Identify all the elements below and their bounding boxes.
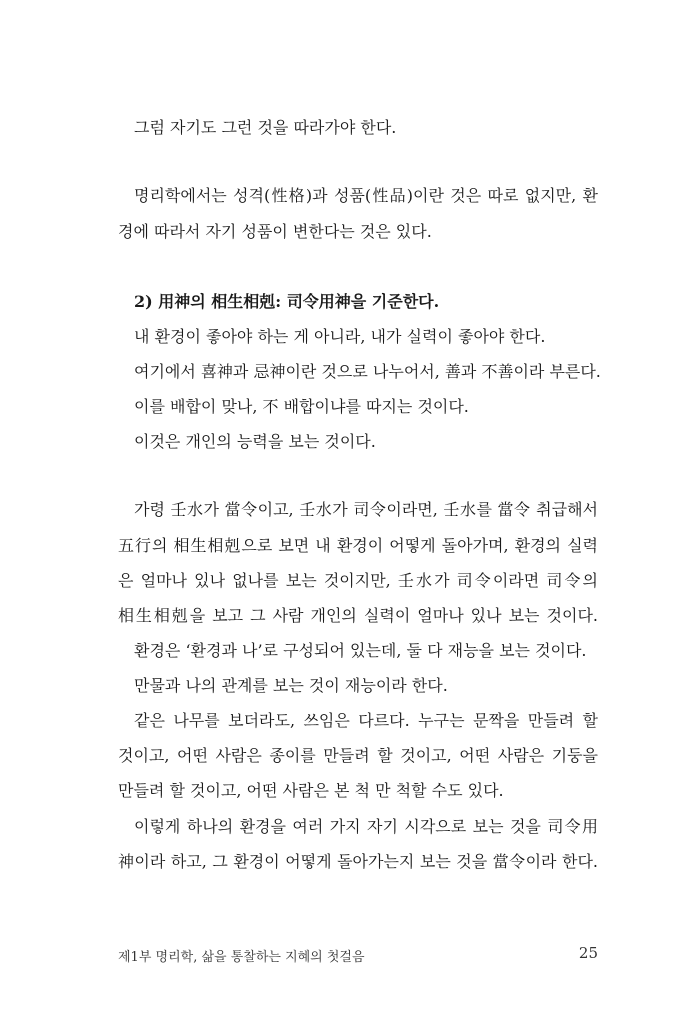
text-line: 여기에서 喜神과 忌神이란 것으로 나누어서, 善과 不善이라 부른다. — [134, 362, 601, 381]
text-line: 이것은 개인의 능력을 보는 것이다. — [134, 432, 376, 451]
text-line: 은 얼마나 있나 없나를 보는 것이지만, 壬水가 司令이라면 司令의 — [118, 571, 598, 590]
text-line: 내 환경이 좋아야 하는 게 아니라, 내가 실력이 좋아야 한다. — [134, 327, 546, 346]
text-line: 그럼 자기도 그런 것을 따라가야 한다. — [134, 118, 397, 137]
section-heading: 2) 用神의 相生相剋: 司令用神을 기준한다. — [134, 292, 440, 311]
running-title: 제1부 명리학, 삶을 통찰하는 지혜의 첫걸음 — [118, 950, 365, 965]
text-line: 神이라 하고, 그 환경이 어떻게 돌아가는지 보는 것을 當令이라 한다. — [118, 852, 598, 871]
text-line: 만들려 할 것이고, 어떤 사람은 본 척 만 척할 수도 있다. — [118, 781, 504, 800]
text-line: 만물과 나의 관계를 보는 것이 재능이라 한다. — [134, 676, 448, 695]
text-line: 가령 壬水가 當令이고, 壬水가 司令이라면, 壬水를 當令 취급해서 — [134, 500, 598, 519]
text-line: 이를 배합이 맞나, 不 배합이냐를 따지는 것이다. — [134, 397, 469, 416]
page-number: 25 — [578, 944, 598, 962]
text-line: 명리학에서는 성격(性格)과 성품(性品)이란 것은 따로 없지만, 환 — [134, 186, 598, 205]
text-line: 이렇게 하나의 환경을 여러 가지 자기 시각으로 보는 것을 司令用 — [134, 817, 598, 836]
text-line: 것이고, 어떤 사람은 종이를 만들려 할 것이고, 어떤 사람은 기둥을 — [118, 746, 598, 765]
text-line: 경에 따라서 자기 성품이 변한다는 것은 있다. — [118, 222, 432, 241]
text-line: 相生相剋을 보고 그 사람 개인의 실력이 얼마나 있나 보는 것이다. — [118, 606, 598, 625]
text-line: 五行의 相生相剋으로 보면 내 환경이 어떻게 돌아가며, 환경의 실력 — [118, 536, 598, 555]
text-line: 환경은 ‘환경과 나’로 구성되어 있는데, 둘 다 재능을 보는 것이다. — [134, 641, 587, 660]
text-line: 같은 나무를 보더라도, 쓰임은 다르다. 누구는 문짝을 만들려 할 — [134, 711, 598, 730]
